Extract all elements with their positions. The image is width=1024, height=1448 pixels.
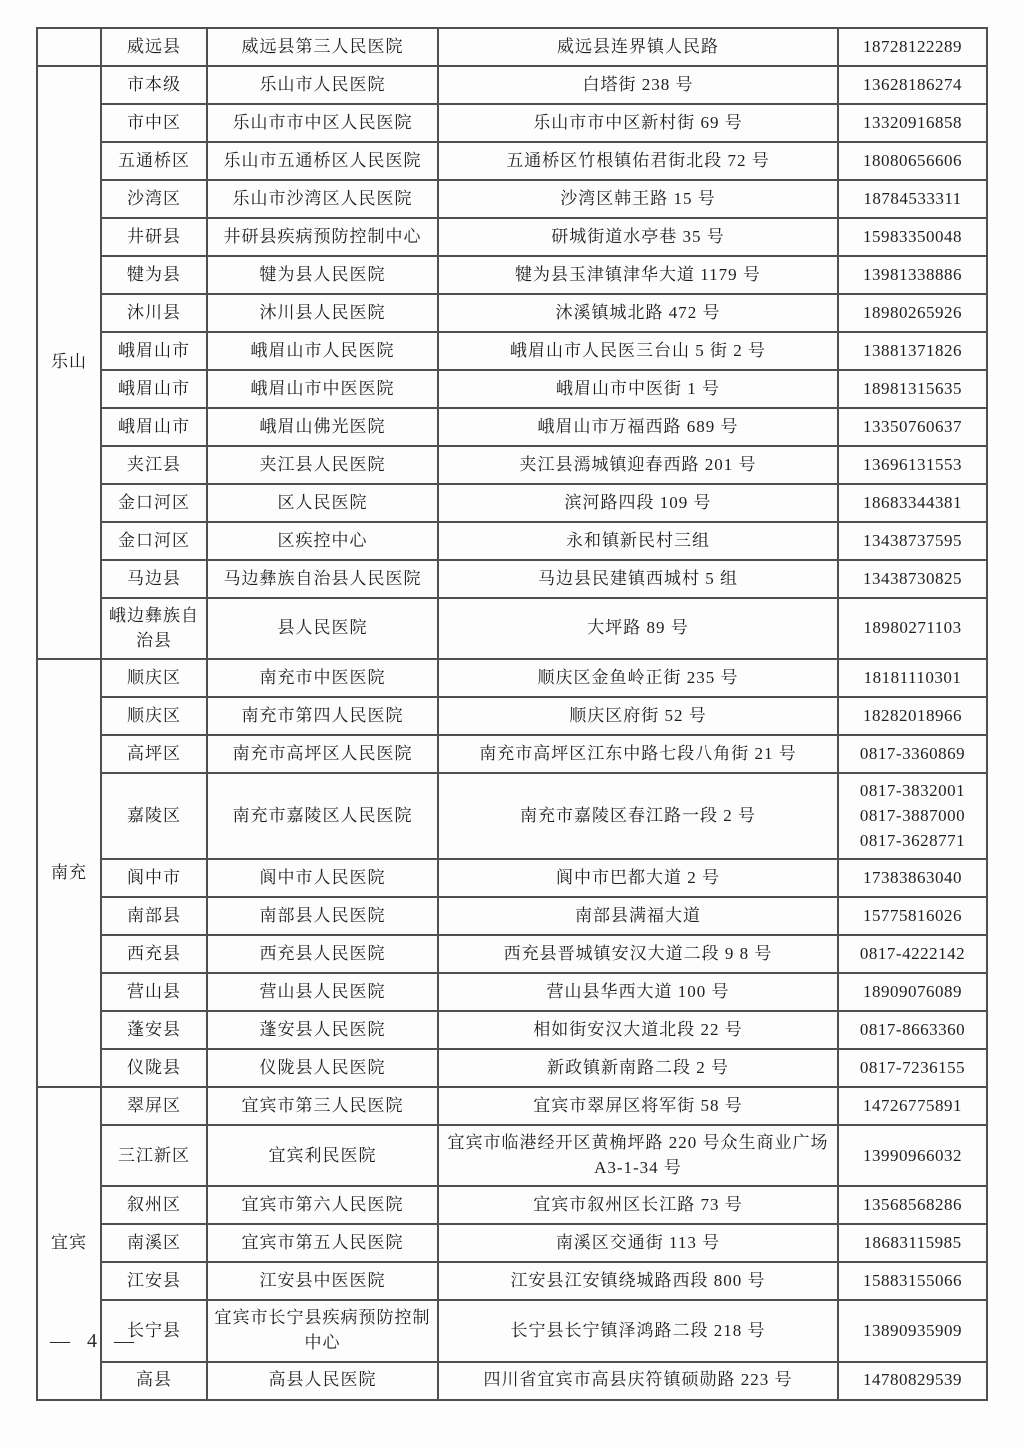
- district-cell: 井研县: [101, 218, 207, 256]
- table-row: [37, 697, 987, 735]
- district-cell: 南部县: [101, 897, 207, 935]
- phone-cell: [838, 859, 987, 897]
- institution-cell: 蓬安县人民医院: [207, 1011, 438, 1049]
- district-cell: 长宁县: [101, 1300, 207, 1361]
- phone-number: 18181110301: [863, 667, 962, 687]
- institution-cell: 宜宾市第六人民医院: [207, 1186, 438, 1224]
- address-cell: 相如街安汉大道北段 22 号: [438, 1011, 838, 1049]
- district-cell: 金口河区: [101, 522, 207, 560]
- address-cell: 营山县华西大道 100 号: [438, 973, 838, 1011]
- district-cell: 五通桥区: [101, 142, 207, 180]
- table-row: [37, 1300, 987, 1361]
- district-cell: 夹江县: [101, 446, 207, 484]
- address-cell: 西充县晋城镇安汉大道二段 9 8 号: [438, 935, 838, 973]
- district-cell: 峨眉山市: [101, 332, 207, 370]
- institution-cell: 峨眉山佛光医院: [207, 408, 438, 446]
- phone-number: 18909076089: [863, 981, 962, 1001]
- institution-cell: 峨眉山市人民医院: [207, 332, 438, 370]
- phone-cell: [838, 1011, 987, 1049]
- institution-cell: 乐山市市中区人民医院: [207, 104, 438, 142]
- phone-number: 18683344381: [863, 492, 962, 512]
- institution-cell: 宜宾市第五人民医院: [207, 1224, 438, 1262]
- phone-number: 18080656606: [863, 150, 962, 170]
- region-group-cell: 乐山: [37, 66, 101, 659]
- phone-number: 14780829539: [863, 1370, 962, 1390]
- table-row: [37, 1125, 987, 1186]
- phone-number: 18980271103: [863, 618, 962, 638]
- table-row: [37, 1362, 987, 1400]
- phone-cell: [838, 773, 987, 859]
- table-row: [37, 935, 987, 973]
- table-row: [37, 1224, 987, 1262]
- address-cell: 夹江县漹城镇迎春西路 201 号: [438, 446, 838, 484]
- phone-number: 18728122289: [863, 36, 962, 56]
- table-row: [37, 370, 987, 408]
- phone-number: 13350760637: [863, 416, 962, 436]
- phone-cell: [838, 598, 987, 659]
- hospital-table-body: [37, 28, 987, 1400]
- table-row: [37, 560, 987, 598]
- table-row: [37, 859, 987, 897]
- institution-cell: 沐川县人民医院: [207, 294, 438, 332]
- table-row: [37, 446, 987, 484]
- address-cell: 乐山市市中区新村街 69 号: [438, 104, 838, 142]
- table-row: [37, 332, 987, 370]
- institution-cell: 宜宾市长宁县疾病预防控制中心: [207, 1300, 438, 1361]
- table-row: [37, 104, 987, 142]
- address-cell: 南充市高坪区江东中路七段八角街 21 号: [438, 735, 838, 773]
- institution-cell: 高县人民医院: [207, 1362, 438, 1400]
- address-cell: 南溪区交通街 113 号: [438, 1224, 838, 1262]
- address-cell: 阆中市巴都大道 2 号: [438, 859, 838, 897]
- address-cell: 滨河路四段 109 号: [438, 484, 838, 522]
- phone-cell: [838, 332, 987, 370]
- phone-number: 18282018966: [863, 705, 962, 725]
- phone-number: 0817-3887000: [859, 805, 966, 825]
- institution-cell: 犍为县人民医院: [207, 256, 438, 294]
- phone-number: 13981338886: [863, 264, 962, 284]
- phone-number: 17383863040: [863, 867, 962, 887]
- table-row: [37, 66, 987, 104]
- institution-cell: 乐山市五通桥区人民医院: [207, 142, 438, 180]
- table-row: [37, 735, 987, 773]
- district-cell: 威远县: [101, 28, 207, 66]
- table-row: [37, 218, 987, 256]
- phone-number: 13628186274: [863, 74, 962, 94]
- address-cell: 犍为县玉津镇津华大道 1179 号: [438, 256, 838, 294]
- table-row: [37, 1049, 987, 1087]
- address-cell: 宜宾市临港经开区黄桷坪路 220 号众生商业广场 A3-1-34 号: [438, 1125, 838, 1186]
- address-cell: 江安县江安镇绕城路西段 800 号: [438, 1262, 838, 1300]
- address-cell: 白塔街 238 号: [438, 66, 838, 104]
- phone-number: 0817-8663360: [859, 1019, 966, 1039]
- phone-cell: [838, 28, 987, 66]
- institution-cell: 乐山市沙湾区人民医院: [207, 180, 438, 218]
- address-cell: 宜宾市叙州区长江路 73 号: [438, 1186, 838, 1224]
- phone-cell: [838, 659, 987, 697]
- district-cell: 翠屏区: [101, 1087, 207, 1125]
- institution-cell: 南充市嘉陵区人民医院: [207, 773, 438, 859]
- phone-number: 13320916858: [863, 112, 962, 132]
- phone-cell: [838, 1125, 987, 1186]
- phone-cell: [838, 446, 987, 484]
- phone-cell: [838, 935, 987, 973]
- district-cell: 江安县: [101, 1262, 207, 1300]
- table-row: [37, 973, 987, 1011]
- phone-number: 18683115985: [863, 1233, 962, 1253]
- phone-cell: [838, 218, 987, 256]
- phone-cell: [838, 484, 987, 522]
- phone-number: 0817-3360869: [859, 743, 966, 763]
- phone-number: 13438730825: [863, 568, 962, 588]
- district-cell: 三江新区: [101, 1125, 207, 1186]
- address-cell: 沐溪镇城北路 472 号: [438, 294, 838, 332]
- institution-cell: 井研县疾病预防控制中心: [207, 218, 438, 256]
- phone-cell: [838, 1300, 987, 1361]
- table-row: [37, 1186, 987, 1224]
- address-cell: 威远县连界镇人民路: [438, 28, 838, 66]
- phone-cell: [838, 1362, 987, 1400]
- phone-number: 18981315635: [863, 378, 962, 398]
- address-cell: 南部县满福大道: [438, 897, 838, 935]
- district-cell: 金口河区: [101, 484, 207, 522]
- phone-cell: [838, 1049, 987, 1087]
- district-cell: 营山县: [101, 973, 207, 1011]
- table-row: [37, 484, 987, 522]
- phone-cell: [838, 973, 987, 1011]
- district-cell: 蓬安县: [101, 1011, 207, 1049]
- address-cell: 长宁县长宁镇泽鸿路二段 218 号: [438, 1300, 838, 1361]
- address-cell: 沙湾区韩王路 15 号: [438, 180, 838, 218]
- district-cell: 市中区: [101, 104, 207, 142]
- region-group-cell: [37, 28, 101, 66]
- district-cell: 嘉陵区: [101, 773, 207, 859]
- institution-cell: 南充市高坪区人民医院: [207, 735, 438, 773]
- phone-cell: [838, 697, 987, 735]
- institution-cell: 南充市中医医院: [207, 659, 438, 697]
- address-cell: 研城街道水亭巷 35 号: [438, 218, 838, 256]
- institution-cell: 县人民医院: [207, 598, 438, 659]
- phone-cell: [838, 408, 987, 446]
- phone-cell: [838, 180, 987, 218]
- address-cell: 四川省宜宾市高县庆符镇硕勋路 223 号: [438, 1362, 838, 1400]
- phone-number: 13881371826: [863, 340, 962, 360]
- phone-cell: [838, 897, 987, 935]
- district-cell: 顺庆区: [101, 659, 207, 697]
- address-cell: 南充市嘉陵区春江路一段 2 号: [438, 773, 838, 859]
- phone-cell: [838, 142, 987, 180]
- address-cell: 顺庆区金鱼岭正街 235 号: [438, 659, 838, 697]
- phone-number: 13568568286: [863, 1195, 962, 1215]
- address-cell: 五通桥区竹根镇佑君街北段 72 号: [438, 142, 838, 180]
- phone-number: 15983350048: [863, 226, 962, 246]
- district-cell: 犍为县: [101, 256, 207, 294]
- institution-cell: 威远县第三人民医院: [207, 28, 438, 66]
- phone-cell: [838, 1262, 987, 1300]
- district-cell: 顺庆区: [101, 697, 207, 735]
- address-cell: 新政镇新南路二段 2 号: [438, 1049, 838, 1087]
- phone-cell: [838, 560, 987, 598]
- phone-cell: [838, 1224, 987, 1262]
- phone-number: 15883155066: [863, 1271, 962, 1291]
- district-cell: 峨眉山市: [101, 370, 207, 408]
- phone-number: 18980265926: [863, 302, 962, 322]
- phone-cell: [838, 370, 987, 408]
- hospital-table: [36, 27, 988, 1401]
- table-row: [37, 897, 987, 935]
- table-row: [37, 1011, 987, 1049]
- phone-cell: [838, 1186, 987, 1224]
- phone-cell: [838, 66, 987, 104]
- region-group-cell: 宜宾: [37, 1087, 101, 1400]
- table-row: [37, 1262, 987, 1300]
- institution-cell: 峨眉山市中医医院: [207, 370, 438, 408]
- phone-cell: [838, 256, 987, 294]
- phone-cell: [838, 522, 987, 560]
- table-row: [37, 773, 987, 859]
- institution-cell: 营山县人民医院: [207, 973, 438, 1011]
- institution-cell: 西充县人民医院: [207, 935, 438, 973]
- district-cell: 南溪区: [101, 1224, 207, 1262]
- table-row: [37, 522, 987, 560]
- phone-cell: [838, 104, 987, 142]
- institution-cell: 区疾控中心: [207, 522, 438, 560]
- institution-cell: 区人民医院: [207, 484, 438, 522]
- district-cell: 高坪区: [101, 735, 207, 773]
- table-row: [37, 28, 987, 66]
- district-cell: 阆中市: [101, 859, 207, 897]
- institution-cell: 阆中市人民医院: [207, 859, 438, 897]
- address-cell: 永和镇新民村三组: [438, 522, 838, 560]
- district-cell: 市本级: [101, 66, 207, 104]
- district-cell: 马边县: [101, 560, 207, 598]
- address-cell: 马边县民建镇西城村 5 组: [438, 560, 838, 598]
- phone-number: 0817-3832001: [859, 781, 966, 801]
- institution-cell: 仪陇县人民医院: [207, 1049, 438, 1087]
- phone-number: 13696131553: [863, 454, 962, 474]
- page-number: — 4 —: [50, 1330, 136, 1352]
- phone-number: 0817-3628771: [859, 830, 966, 850]
- address-cell: 宜宾市翠屏区将军街 58 号: [438, 1087, 838, 1125]
- district-cell: 高县: [101, 1362, 207, 1400]
- address-cell: 顺庆区府街 52 号: [438, 697, 838, 735]
- table-row: [37, 408, 987, 446]
- institution-cell: 南充市第四人民医院: [207, 697, 438, 735]
- table-row: [37, 256, 987, 294]
- table-row: [37, 142, 987, 180]
- table-row: [37, 659, 987, 697]
- institution-cell: 南部县人民医院: [207, 897, 438, 935]
- address-cell: 峨眉山市万福西路 689 号: [438, 408, 838, 446]
- phone-number: 14726775891: [863, 1095, 962, 1115]
- phone-cell: [838, 1087, 987, 1125]
- table-row: [37, 1087, 987, 1125]
- address-cell: 峨眉山市人民医三台山 5 街 2 号: [438, 332, 838, 370]
- phone-cell: [838, 735, 987, 773]
- phone-number: 13438737595: [863, 530, 962, 550]
- institution-cell: 夹江县人民医院: [207, 446, 438, 484]
- address-cell: 大坪路 89 号: [438, 598, 838, 659]
- phone-cell: [838, 294, 987, 332]
- district-cell: 峨眉山市: [101, 408, 207, 446]
- district-cell: 西充县: [101, 935, 207, 973]
- phone-number: 0817-4222142: [859, 943, 966, 963]
- address-cell: 峨眉山市中医街 1 号: [438, 370, 838, 408]
- institution-cell: 江安县中医医院: [207, 1262, 438, 1300]
- phone-number: 15775816026: [863, 905, 962, 925]
- district-cell: 叙州区: [101, 1186, 207, 1224]
- table-row: [37, 294, 987, 332]
- institution-cell: 马边彝族自治县人民医院: [207, 560, 438, 598]
- phone-number: 0817-7236155: [859, 1057, 966, 1077]
- institution-cell: 乐山市人民医院: [207, 66, 438, 104]
- phone-number: 13990966032: [863, 1145, 962, 1165]
- district-cell: 峨边彝族自治县: [101, 598, 207, 659]
- table-row: [37, 598, 987, 659]
- table-row: [37, 180, 987, 218]
- phone-number: 18784533311: [863, 188, 962, 208]
- district-cell: 沙湾区: [101, 180, 207, 218]
- institution-cell: 宜宾市第三人民医院: [207, 1087, 438, 1125]
- district-cell: 仪陇县: [101, 1049, 207, 1087]
- region-group-cell: 南充: [37, 659, 101, 1087]
- district-cell: 沐川县: [101, 294, 207, 332]
- institution-cell: 宜宾利民医院: [207, 1125, 438, 1186]
- phone-number: 13890935909: [863, 1320, 962, 1340]
